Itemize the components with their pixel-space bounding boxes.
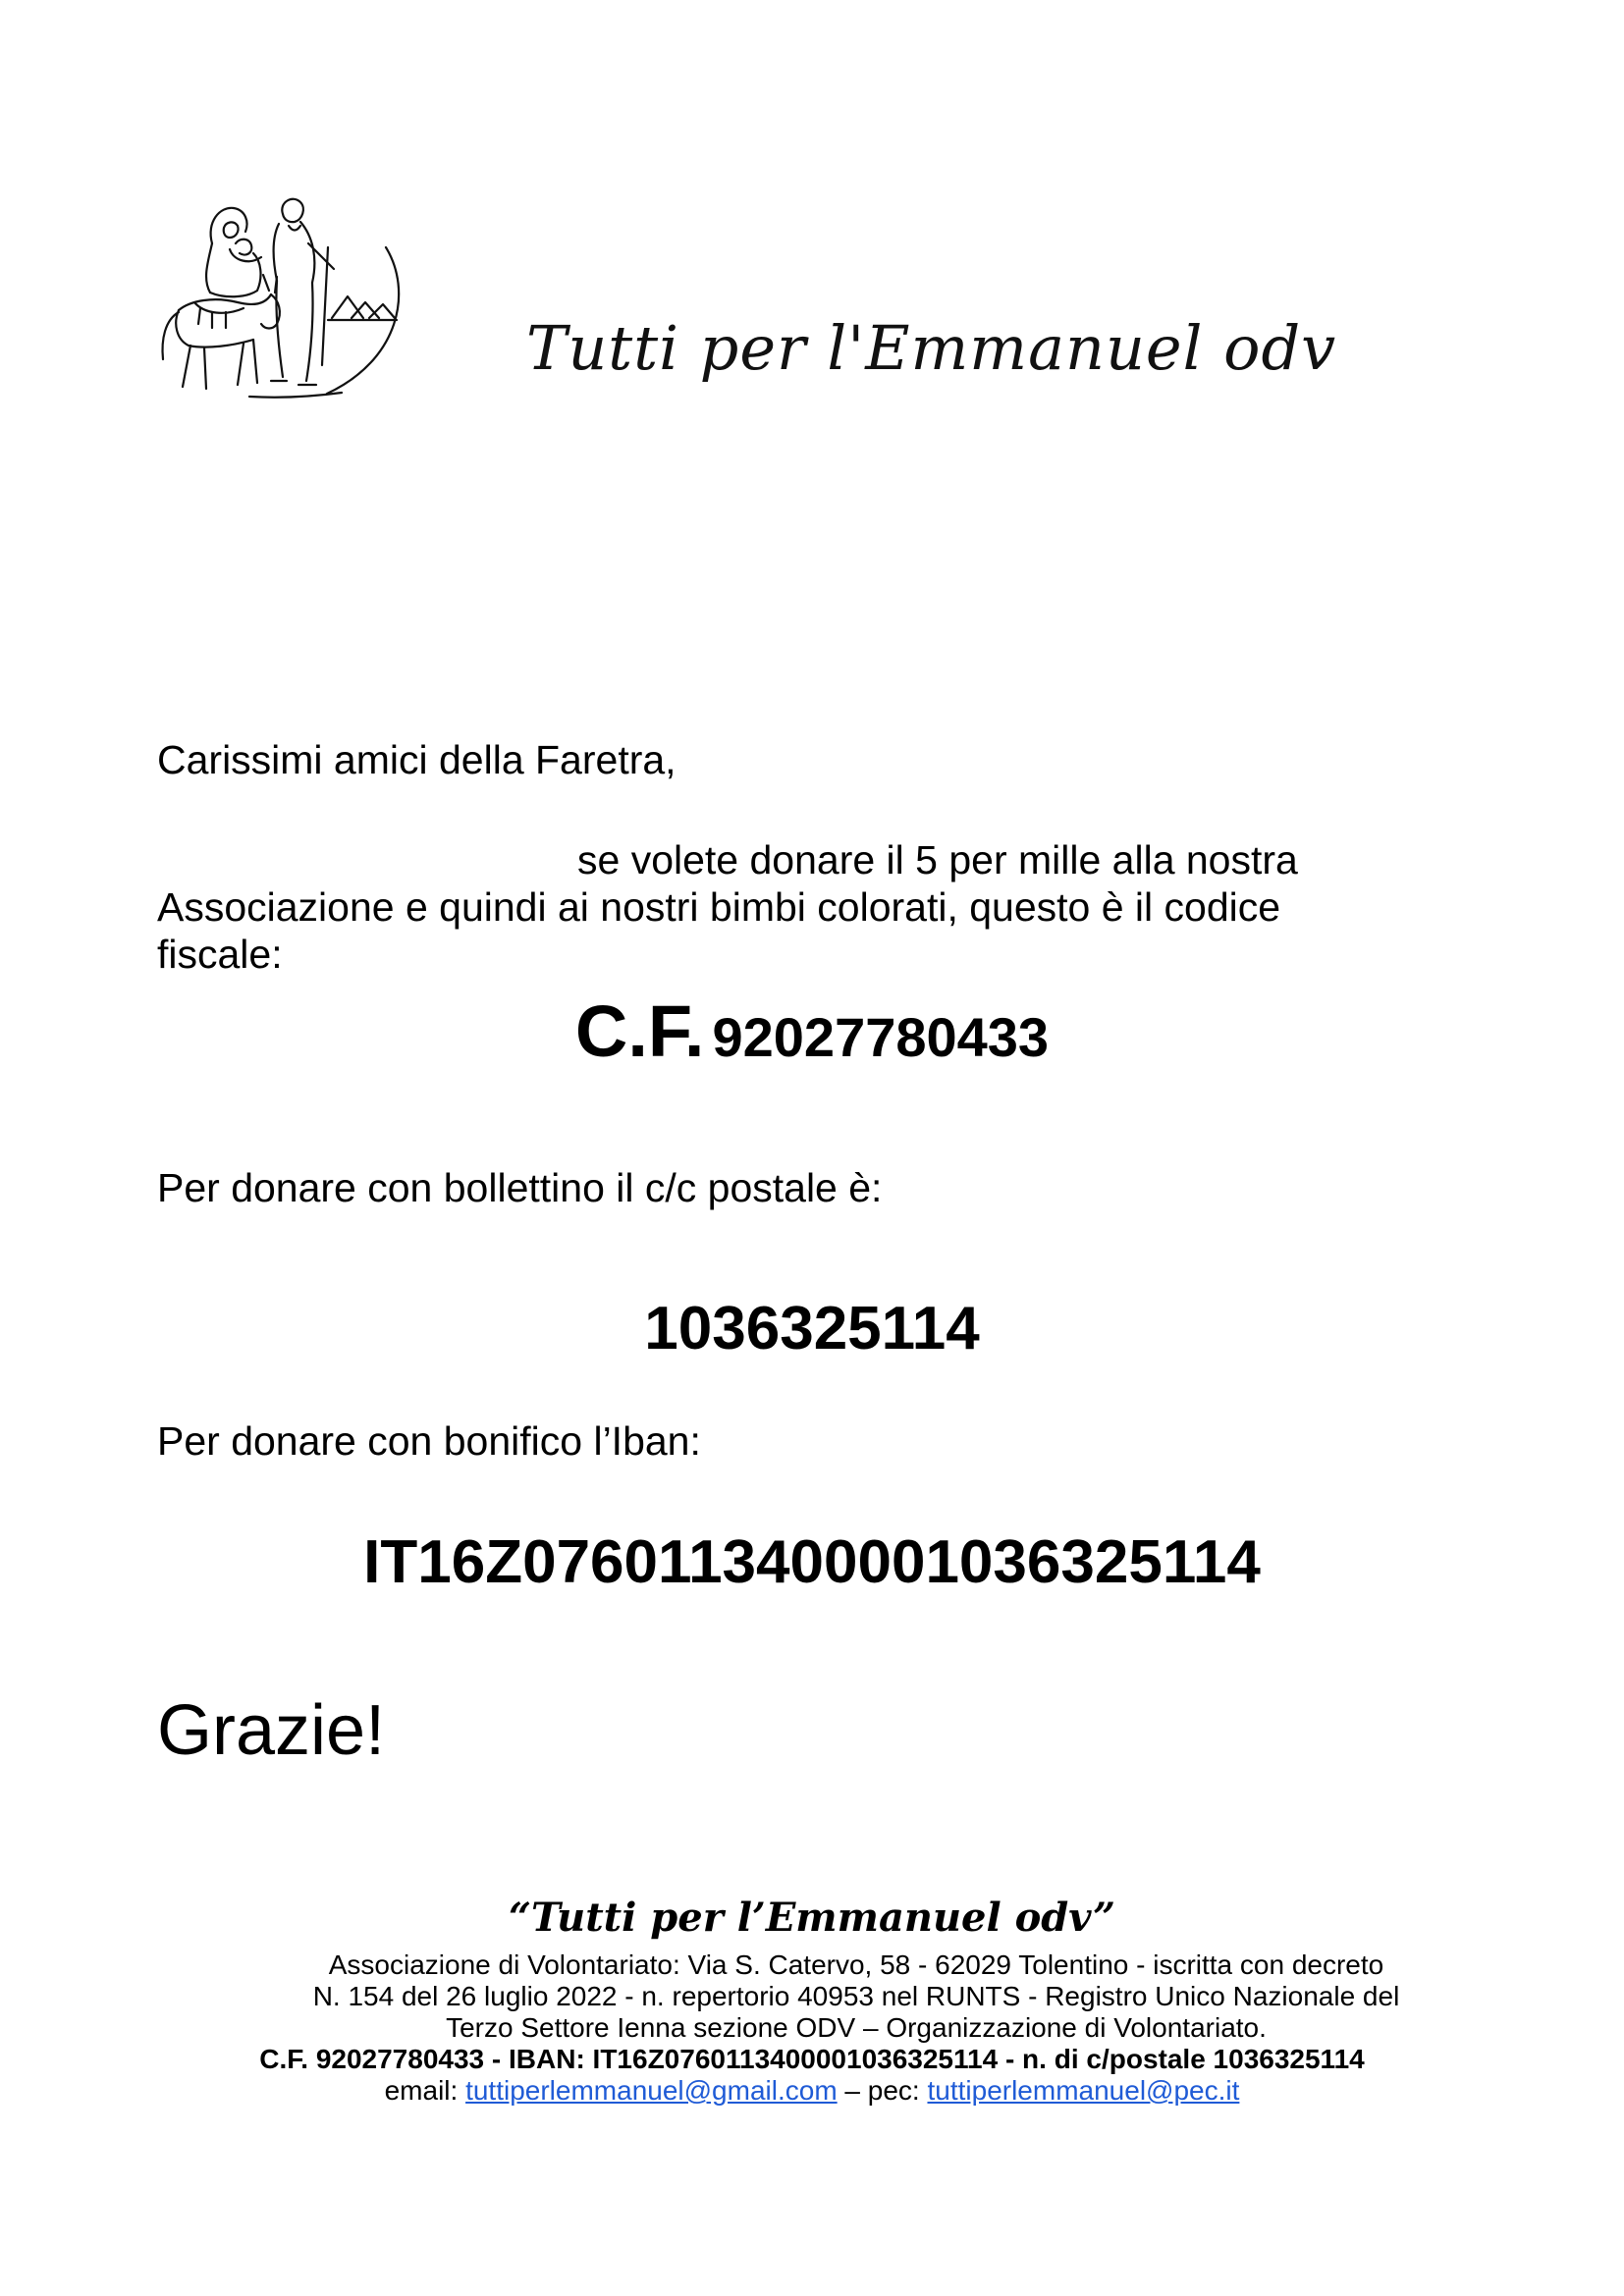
fiscal-code [0,989,1624,1073]
logo-illustration-icon [155,192,412,400]
fiscal-code-number: 92027780433 [712,1006,1050,1068]
footer-registration-line: N. 154 del 26 luglio 2022 - n. repertorio 40953 nel RUNTS - Registro Unico Nazionale del [312,1981,1400,2011]
footer-contact-line [0,2075,1624,2107]
postal-account-intro: Per donare con bollettino il c/c postale è: [157,1165,883,1210]
paragraph-line: fiscale: [157,932,283,977]
iban-intro: Per donare con bonifico l’Iban: [157,1418,701,1464]
footer-address-line: Associazione di Volontariato: Via S. Catervo, 58 - 62029 Tolentino - iscritta con decreto [328,1949,1384,1980]
donation-paragraph [157,836,1394,978]
pec-link[interactable]: tuttiperlemmanuel@pec.it [927,2075,1240,2106]
email-link[interactable]: tuttiperlemmanuel@gmail.com [465,2075,838,2106]
iban-number: IT16Z0760113400001036325114 [363,1528,1261,1596]
pec-label: – pec: [837,2075,928,2106]
footer-codes-line: C.F. 92027780433 - IBAN: IT16Z0760113400001036325114 - n. di c/postale 1036325114 [259,2044,1365,2074]
postal-account-number: 1036325114 [644,1295,980,1362]
email-label: email: [384,2075,466,2106]
header-title: Tutti per l'Emmanuel odv [526,312,1337,384]
greeting: Carissimi amici della Faretra, [157,737,677,782]
paragraph-line: se volete donare il 5 per mille alla nostra [577,837,1298,882]
fiscal-code-label: C.F. [574,990,705,1072]
footer-registry-line: Terzo Settore Ienna sezione ODV – Organizzazione di Volontariato. [446,2012,1267,2043]
footer-title: “Tutti per l’Emmanuel odv” [509,1895,1115,1941]
thanks-text: Grazie! [157,1691,386,1770]
paragraph-line: Associazione e quindi ai nostri bimbi colorati, questo è il codice [157,884,1281,930]
